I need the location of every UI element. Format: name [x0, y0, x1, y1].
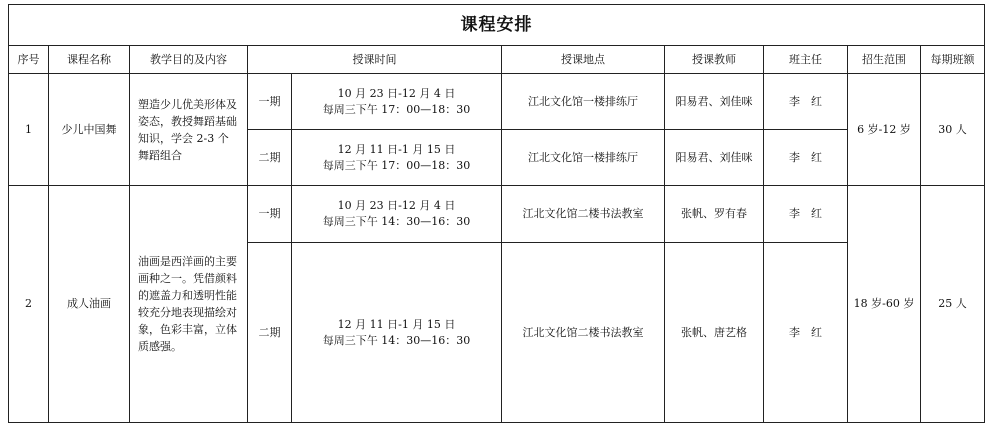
course-content: 油画是西洋画的主要画种之一。凭借颜料的遮盖力和透明性能较充分地表现描绘对象，色彩丰富，立体质感强。 [130, 186, 248, 423]
session-hours: 每周三下午 17：00—18：30 [322, 158, 471, 172]
course-quota: 30 人 [921, 74, 985, 186]
session-teachers: 阳易君、刘佳咪 [665, 130, 764, 186]
header-no: 序号 [9, 46, 49, 74]
session-location: 江北文化馆一楼排练厅 [502, 130, 665, 186]
course-range: 6 岁-12 岁 [848, 74, 921, 186]
course-no: 2 [9, 186, 49, 423]
session-head-teacher: 李 红 [764, 130, 848, 186]
table-title: 课程安排 [9, 5, 985, 46]
session-hours: 每周三下午 14：30—16：30 [322, 333, 471, 347]
course-schedule-table [8, 4, 985, 423]
session-period: 二期 [248, 130, 292, 186]
session-dates: 10 月 23 日-12 月 4 日 [337, 86, 456, 100]
course-quota: 25 人 [921, 186, 985, 423]
course-name: 少儿中国舞 [49, 74, 130, 186]
course-schedule-sheet [8, 4, 984, 423]
header-time: 授课时间 [248, 46, 502, 74]
session-teachers: 阳易君、刘佳咪 [665, 74, 764, 130]
session-time [292, 186, 502, 243]
course-content: 塑造少儿优美形体及姿态，教授舞蹈基础知识，学会 2-3 个舞蹈组合 [130, 74, 248, 186]
session-location: 江北文化馆二楼书法教室 [502, 243, 665, 423]
course-no: 1 [9, 74, 49, 186]
course-range: 18 岁-60 岁 [848, 186, 921, 423]
session-dates: 10 月 23 日-12 月 4 日 [337, 199, 456, 212]
session-location: 江北文化馆二楼书法教室 [502, 186, 665, 243]
header-teachers: 授课教师 [665, 46, 764, 74]
session-period: 一期 [248, 74, 292, 130]
session-hours: 每周三下午 17：00—18：30 [322, 102, 471, 116]
session-time [292, 243, 502, 423]
session-period: 一期 [248, 186, 292, 243]
session-dates: 12 月 11 日-1 月 15 日 [337, 142, 456, 156]
session-period: 二期 [248, 243, 292, 423]
session-hours: 每周三下午 14：30—16：30 [322, 215, 471, 228]
session-head-teacher: 李 红 [764, 243, 848, 423]
header-quota: 每期班额 [921, 46, 985, 74]
session-time [292, 130, 502, 186]
session-teachers: 张帆、罗有春 [665, 186, 764, 243]
session-dates: 12 月 11 日-1 月 15 日 [337, 317, 456, 331]
header-content: 教学目的及内容 [130, 46, 248, 74]
header-location: 授课地点 [502, 46, 665, 74]
table-row [9, 74, 985, 130]
header-row [9, 46, 985, 74]
header-head-teacher: 班主任 [764, 46, 848, 74]
table-row [9, 186, 985, 243]
session-teachers: 张帆、唐艺格 [665, 243, 764, 423]
header-course-name: 课程名称 [49, 46, 130, 74]
session-head-teacher: 李 红 [764, 186, 848, 243]
header-range: 招生范围 [848, 46, 921, 74]
session-head-teacher: 李 红 [764, 74, 848, 130]
session-location: 江北文化馆一楼排练厅 [502, 74, 665, 130]
course-name: 成人油画 [49, 186, 130, 423]
session-time [292, 74, 502, 130]
